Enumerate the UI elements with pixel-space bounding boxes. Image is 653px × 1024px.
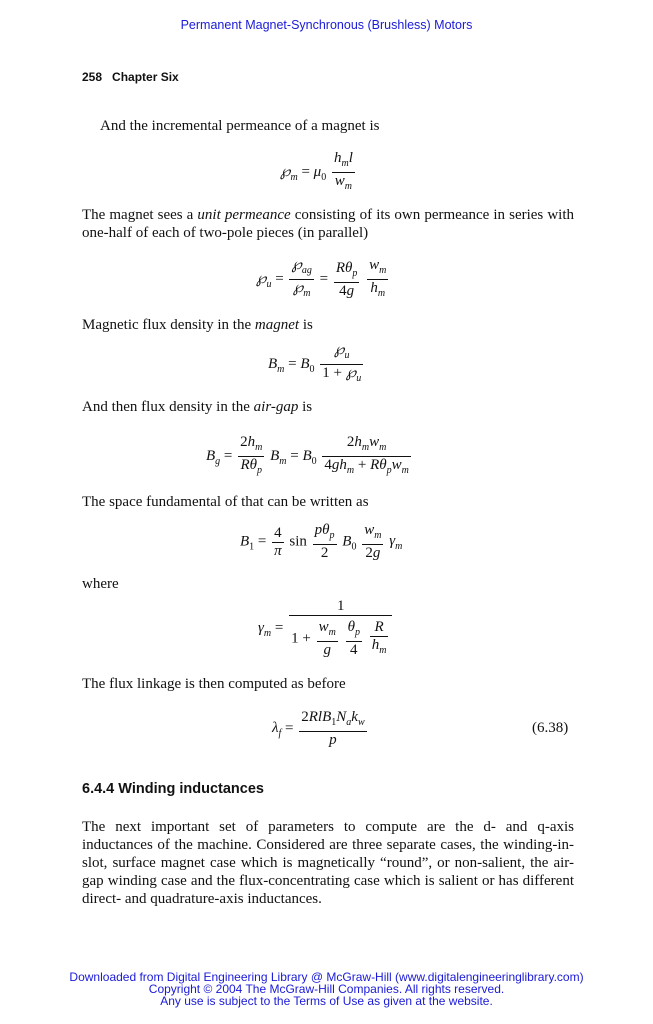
equation-flux-linkage: $\lambda_f$ = $\frac{2RlB_1N_ak_w}{p}$	[272, 709, 365, 748]
equation-airgap-flux-density: $B_g$ = $\frac{2h_m}{R\theta_p}$ $B_m = B_0$ $\frac{2h_mw_m}{4gh_m + R\theta_pw_m}$	[206, 434, 409, 476]
paragraph-1: And the incremental permeance of a magnet is	[100, 118, 380, 134]
equation-unit-permeance: $℘_u$ = $\frac{℘_{ag}}{℘_m}$ = $\frac{R\theta_p}{4g}$ $\frac{w_m}{h_m}$	[256, 257, 387, 299]
running-header: Permanent Magnet-Synchronous (Brushless) Motors	[180, 18, 473, 32]
paragraph-5: The space fundamental of that can be written as	[82, 494, 369, 510]
paragraph-6: where	[82, 576, 119, 592]
paragraph-8: The next important set of parameters to compute are the d- and q-axis inductances of the machine. Considered are three separate cases, the winding-in-slot, surface magnet case which is magnetically “round”, or non-salient, the air-gap winding case and the flux-concentrating case which is salient or has different direct- and quadrature-axis inductances.	[82, 819, 574, 907]
footer-download-line[interactable]: Downloaded from Digital Engineering Library @ McGraw-Hill (www.digitalengineeringlibrary.com)	[69, 970, 584, 984]
paragraph-7: The flux linkage is then computed as before	[82, 676, 346, 692]
section-heading: 6.4.4 Winding inductances	[82, 781, 264, 797]
chapter-label: Chapter Six	[112, 70, 179, 84]
page-number: 258	[82, 70, 103, 84]
paragraph-3: Magnetic flux density in the magnet is	[82, 317, 313, 333]
footer-terms-line[interactable]: Any use is subject to the Terms of Use as given at the website.	[160, 994, 493, 1008]
equation-magnet-permeance: $℘_m = \mu_0$ $\frac{h_ml}{w_m}$	[280, 150, 353, 192]
footer-copyright-line: Copyright © 2004 The McGraw-Hill Companies. All rights reserved.	[148, 982, 505, 996]
equation-number: (6.38)	[532, 720, 569, 736]
page-number-line	[82, 70, 179, 84]
paragraph-4: And then flux density in the air-gap is	[82, 399, 313, 415]
equation-space-fundamental: $B_1$ = $\frac{4}{\pi}$ sin $\frac{p\theta_p}{2}$ $B_0$ $\frac{w_m}{2g}$ $\gamma_m$	[240, 522, 403, 561]
equation-gamma: $\gamma_m$ = 1 1 + $\frac{w_m}{g}$ $\frac{\theta_p}{4}$ $\frac{R}{h_m}$	[258, 598, 394, 659]
equation-magnet-flux-density: $B_m = B_0$ $\frac{℘_u}{1 + ℘_u}$	[268, 342, 362, 384]
paragraph-2: The magnet sees a unit permeance consisting of its own permeance in series with one-half of each of two-pole pieces (in parallel)	[82, 207, 575, 241]
